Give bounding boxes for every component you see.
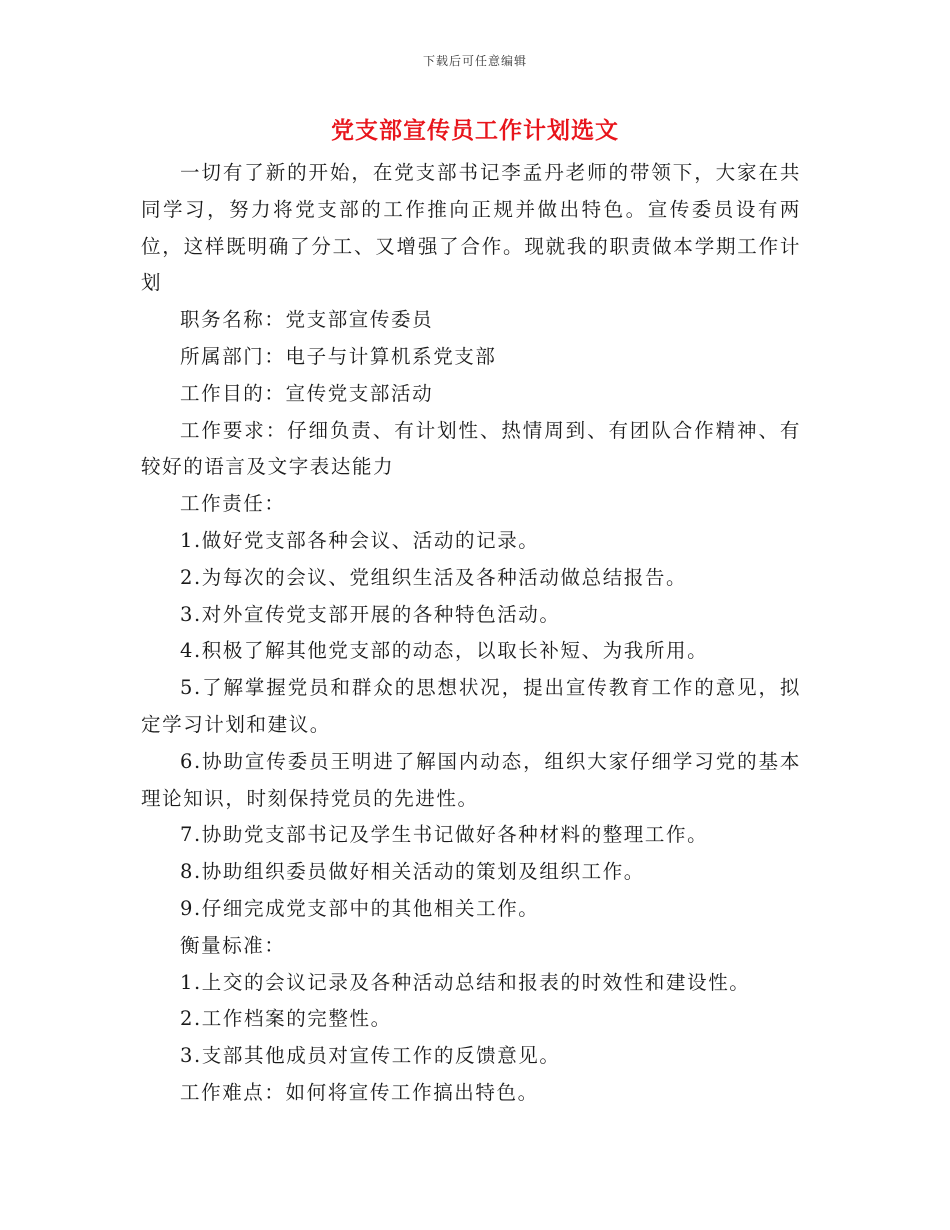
list-item-responsibility-5: 5.了解掌握党员和群众的思想状况，提出宣传教育工作的意见，拟定学习计划和建议。 [141, 676, 801, 736]
list-item-responsibility-7: 7.协助党支部书记及学生书记做好各种材料的整理工作。 [180, 823, 709, 847]
document-title: 党支部宣传员工作计划选文 [331, 117, 619, 144]
header-note: 下载后可任意编辑 [422, 54, 527, 68]
list-item-standard-3: 3.支部其他成员对宣传工作的反馈意见。 [180, 1044, 561, 1068]
list-item-responsibility-8: 8.协助组织委员做好相关活动的策划及组织工作。 [180, 860, 645, 884]
list-item-responsibility-9: 9.仔细完成党支部中的其他相关工作。 [180, 896, 540, 920]
list-item-responsibility-6: 6.协助宣传委员王明进了解国内动态，组织大家仔细学习党的基本理论知识，时刻保持党员的先进性。 [141, 749, 801, 810]
paragraph-position-name: 职务名称：党支部宣传委员 [180, 308, 434, 332]
list-item-standard-1: 1.上交的会议记录及各种活动总结和报表的时效性和建设性。 [180, 970, 751, 994]
paragraph-intro: 一切有了新的开始，在党支部书记李孟丹老师的带领下，大家在共同学习，努力将党支部的工作推向正规并做出特色。宣传委员设有两位，这样既明确了分工、又增强了合作。现就我的职责做本学期工作计划 [141, 161, 801, 295]
list-item-standard-2: 2.工作档案的完整性。 [180, 1007, 392, 1031]
heading-standards: 衡量标准： [180, 933, 286, 957]
document-body [141, 155, 801, 1112]
list-item-responsibility-4: 4.积极了解其他党支部的动态，以取长补短、为我所用。 [180, 639, 709, 663]
paragraph-work-purpose: 工作目的：宣传党支部活动 [180, 381, 434, 405]
list-item-responsibility-3: 3.对外宣传党支部开展的各种特色活动。 [180, 602, 561, 626]
heading-responsibilities: 工作责任： [180, 492, 286, 516]
list-item-responsibility-2: 2.为每次的会议、党组织生活及各种活动做总结报告。 [180, 565, 688, 589]
paragraph-work-difficulty: 工作难点：如何将宣传工作搞出特色。 [180, 1080, 539, 1104]
paragraph-work-requirements: 工作要求：仔细负责、有计划性、热情周到、有团队合作精神、有较好的语言及文字表达能力 [141, 418, 801, 479]
list-item-responsibility-1: 1.做好党支部各种会议、活动的记录。 [180, 528, 540, 552]
paragraph-department: 所属部门：电子与计算机系党支部 [180, 344, 497, 368]
